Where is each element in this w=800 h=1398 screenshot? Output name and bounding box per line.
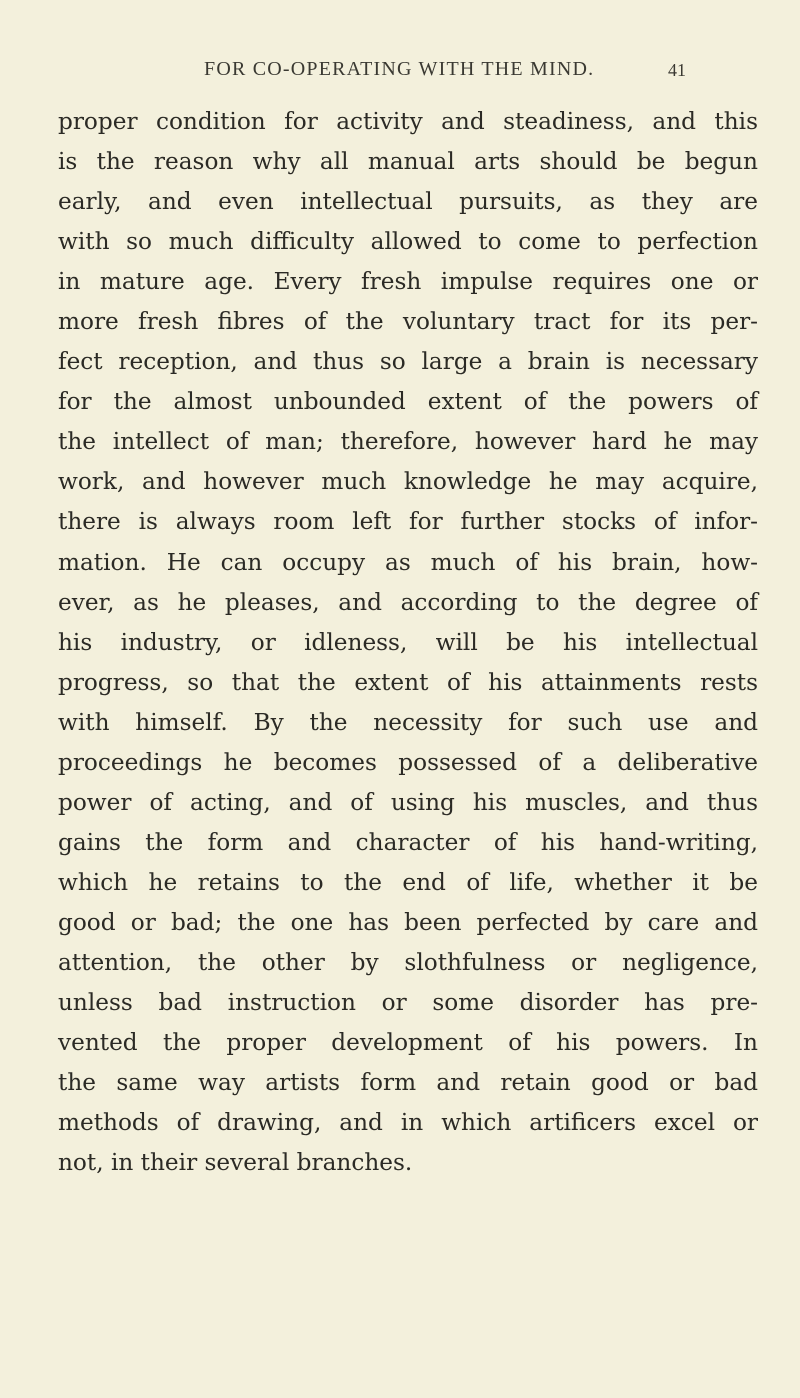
text-line: in mature age. Every fresh impulse requires one or (58, 268, 758, 296)
running-title: FOR CO-OPERATING WITH THE MIND. (204, 58, 595, 80)
text-line: his industry, or idleness, will be his intellectual (58, 628, 758, 656)
text-line: unless bad instruction or some disorder has pre- (58, 989, 758, 1017)
text-line: the intellect of man; therefore, however hard he may (58, 428, 758, 456)
text-line: attention, the other by slothfulness or negligence, (58, 948, 758, 976)
text-line: methods of drawing, and in which artificers excel or (58, 1109, 758, 1137)
text-line: gains the form and character of his hand-writing, (58, 828, 758, 856)
page-number: 41 (668, 60, 686, 80)
text-line: vented the proper development of his powers. In (58, 1029, 758, 1057)
text-line: mation. He can occupy as much of his brain, how- (58, 548, 758, 576)
text-line: not, in their several branches. (58, 1149, 413, 1177)
text-line: early, and even intellectual pursuits, as they are (58, 188, 758, 216)
text-line: for the almost unbounded extent of the powers of (58, 388, 758, 416)
text-line: proper condition for activity and steadiness, and this (58, 108, 758, 135)
text-line: proceedings he becomes possessed of a deliberative (58, 748, 758, 776)
text-line: progress, so that the extent of his attainments rests (58, 668, 758, 696)
text-line: good or bad; the one has been perfected by care and (58, 908, 758, 936)
text-line: the same way artists form and retain good or bad (58, 1069, 758, 1097)
text-line: ever, as he pleases, and according to the degree of (58, 588, 758, 616)
text-line: which he retains to the end of life, whether it be (58, 868, 758, 896)
text-line: more fresh fibres of the voluntary tract for its per- (58, 308, 758, 336)
text-line: fect reception, and thus so large a brain is necessary (58, 348, 758, 376)
text-line: there is always room left for further stocks of infor- (58, 508, 758, 536)
text-line: with so much difficulty allowed to come to perfection (58, 228, 758, 256)
text-line: is the reason why all manual arts should be begun (58, 148, 758, 176)
text-line: work, and however much knowledge he may acquire, (58, 468, 758, 496)
running-head (0, 50, 800, 90)
text-line: with himself. By the necessity for such use and (58, 708, 758, 736)
text-line: power of acting, and of using his muscles, and thus (58, 788, 758, 816)
body-text (58, 102, 758, 1183)
